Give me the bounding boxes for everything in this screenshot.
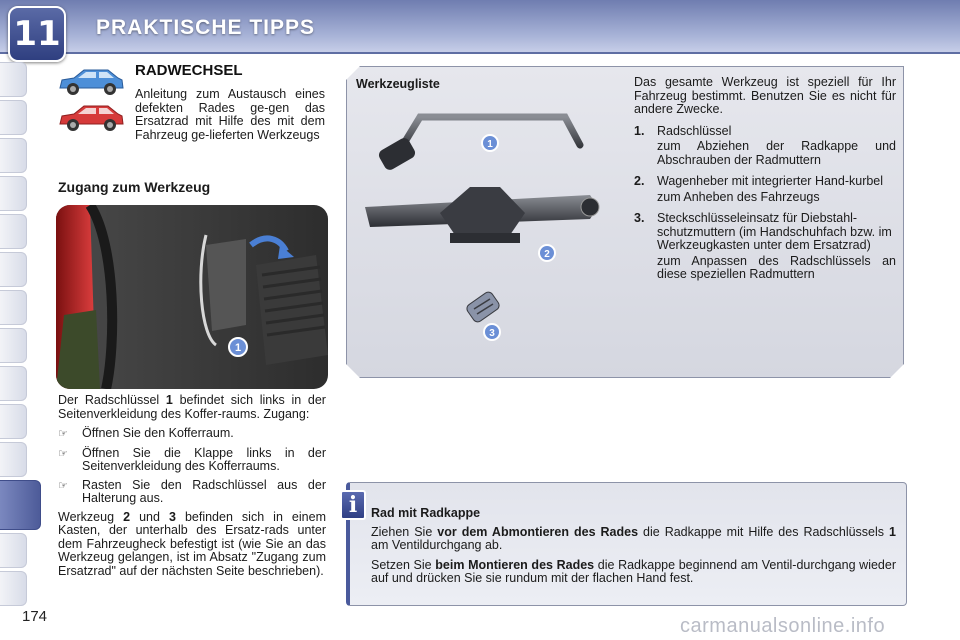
callout-3: 3 — [489, 328, 495, 339]
chapter-tab[interactable] — [0, 176, 27, 211]
access-instructions — [58, 394, 326, 584]
section-intro: Anleitung zum Austausch eines defekten Rades ge-gen das Ersatzrad mit Hilfe des mit dem Fahrzeug ge-lieferten Werkzeugs — [135, 87, 325, 142]
chapter-tabs — [0, 62, 28, 609]
bullet-item: ☞ Öffnen Sie die Klappe links in der Seitenverkleidung des Kofferraums. — [58, 445, 326, 473]
tool-item-desc: zum Abziehen der Radkappe und Abschrauben der Radmuttern — [657, 139, 896, 167]
key-location-paragraph: Der Radschlüssel 1 befindet sich links in der Seitenverkleidung des Koffer-raums. Zugang: — [58, 393, 326, 421]
page-header — [0, 0, 960, 54]
page-title: PRAKTISCHE TIPPS — [96, 16, 316, 39]
chapter-tab[interactable] — [0, 214, 27, 249]
chapter-tab[interactable] — [0, 328, 27, 363]
bullet-item: ☞ Rasten Sie den Radschlüssel aus der Halterung aus. — [58, 477, 326, 505]
tool-intro: Das gesamte Werkzeug ist speziell für Ihr Fahrzeug bestimmt. Benutzen Sie es nicht für andere Zwecke. — [634, 75, 896, 116]
pointer-hand-icon: ☞ — [58, 428, 68, 440]
tools-location-paragraph: Werkzeug 2 und 3 befinden sich in einem Kasten, der unterhalb des Ersatz-rads unter dem Fahrzeugheck befestigt ist (wie Sie an das Werkzeug gelangen, ist im Absatz "Zugang zum Ersatzrad" auf der nächsten Seite beschrieben). — [58, 509, 326, 578]
chapter-tab-active[interactable] — [0, 480, 41, 530]
chapter-tab[interactable] — [0, 533, 27, 568]
chapter-tab[interactable] — [0, 62, 27, 97]
callout-1: 1 — [487, 139, 493, 150]
chapter-tab[interactable] — [0, 442, 27, 477]
tool-item: 2. Wagenheber mit integrierter Hand-kurbel — [634, 174, 884, 188]
chapter-tab[interactable] — [0, 290, 27, 325]
socket-adapter-icon — [465, 290, 501, 324]
tool-item-desc: zum Anheben des Fahrzeugs — [657, 189, 820, 204]
info-content — [371, 507, 896, 592]
info-icon: i — [340, 490, 366, 520]
chapter-badge: 11 — [8, 6, 66, 62]
pointer-hand-icon: ☞ — [58, 479, 68, 492]
car-red-icon — [56, 100, 126, 134]
tool-item-desc: zum Anpassen des Radschlüssels an diese speziellen Radmuttern — [657, 253, 896, 281]
subsection-title: Zugang zum Werkzeug — [58, 179, 211, 195]
section-title: RADWECHSEL — [135, 62, 243, 79]
info-paragraph: Ziehen Sie vor dem Abmontieren des Rades die Radkappe mit Hilfe des Radschlüssels 1 am Ventildurchgang ab. — [371, 524, 896, 552]
page-number: 174 — [22, 608, 48, 625]
tools-illustration — [350, 95, 610, 355]
car-blue-icon — [56, 64, 126, 98]
chapter-tab[interactable] — [0, 366, 27, 401]
tool-descriptions — [634, 76, 896, 290]
info-title: Rad mit Radkappe — [371, 506, 481, 520]
chapter-tab[interactable] — [0, 100, 27, 135]
info-paragraph: Setzen Sie beim Montieren des Rades die Radkappe beginnend am Ventil-durchgang wieder auf und drücken Sie sie rundum mit der flachen Hand fest. — [371, 557, 896, 585]
wheel-wrench-icon — [377, 117, 580, 172]
photo-callout-1: 1 — [234, 342, 242, 354]
chapter-tab[interactable] — [0, 252, 27, 287]
bullet-item: ☞ Öffnen Sie den Kofferraum. — [58, 426, 234, 440]
tool-list-label: Werkzeugliste — [356, 77, 440, 91]
trunk-photo — [56, 205, 328, 389]
car-jack-icon — [365, 187, 599, 243]
tool-item: 3. Steckschlüsseleinsatz für Diebstahl-schutzmuttern (im Handschuhfach bzw. im Werkzeugkasten unter dem Ersatzrad) — [634, 211, 892, 252]
chapter-tab[interactable] — [0, 138, 27, 173]
watermark: carmanualsonline.info — [680, 615, 886, 637]
tool-item: 1. Radschlüssel — [634, 123, 732, 138]
pointer-hand-icon: ☞ — [58, 447, 68, 460]
chapter-tab[interactable] — [0, 571, 27, 606]
chapter-tab[interactable] — [0, 404, 27, 439]
callout-2: 2 — [544, 249, 550, 260]
